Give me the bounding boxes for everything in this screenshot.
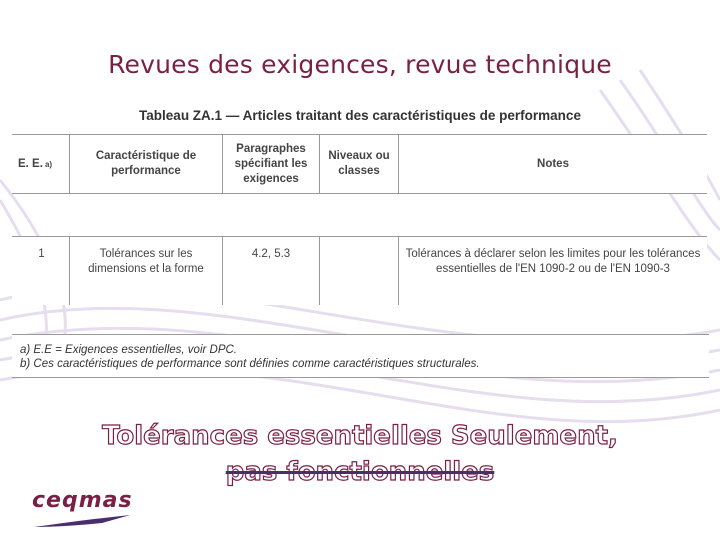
cell-caracteristique: Tolérances sur les dimensions et la forme bbox=[69, 237, 222, 305]
header-ee-label: E. E. bbox=[18, 157, 43, 170]
callout-line-1: Tolérances essentielles Seulement, bbox=[102, 421, 618, 451]
table-caption: Tableau ZA.1 — Articles traitant des caractéristiques de performance bbox=[139, 108, 581, 123]
footnote-a: a) E.E = Exigences essentielles, voir DPC. bbox=[20, 344, 237, 356]
callout-text bbox=[0, 418, 720, 490]
callout-line-2: pas fonctionnelles bbox=[225, 457, 495, 487]
cell-paragraphes: 4.2, 5.3 bbox=[222, 237, 319, 305]
table-row bbox=[12, 236, 707, 305]
logo-text: ceqmas bbox=[32, 488, 133, 513]
header-ee bbox=[12, 135, 69, 193]
logo-swoosh-icon bbox=[32, 513, 132, 529]
header-ee-sup: a) bbox=[44, 159, 53, 169]
table-footnotes bbox=[12, 334, 709, 378]
cell-ee: 1 bbox=[38, 248, 45, 260]
table-header-row bbox=[12, 134, 707, 194]
slide-title: Revues des exigences, revue technique bbox=[108, 50, 612, 79]
cell-niveaux bbox=[319, 237, 398, 305]
cell-notes: Tolérances à déclarer selon les limites pour les tolérances essentielles de l'EN 1090-2 ou de l'EN 1090-3 bbox=[398, 237, 707, 305]
header-paragraphes: Paragraphes spécifiant les exigences bbox=[222, 135, 319, 193]
header-niveaux: Niveaux ou classes bbox=[319, 135, 398, 193]
ceqmas-logo bbox=[32, 488, 133, 534]
header-caracteristique: Caractéristique de performance bbox=[69, 135, 222, 193]
header-notes: Notes bbox=[398, 135, 707, 193]
footnote-b: b) Ces caractéristiques de performance sont définies comme caractéristiques structurales. bbox=[20, 358, 480, 370]
